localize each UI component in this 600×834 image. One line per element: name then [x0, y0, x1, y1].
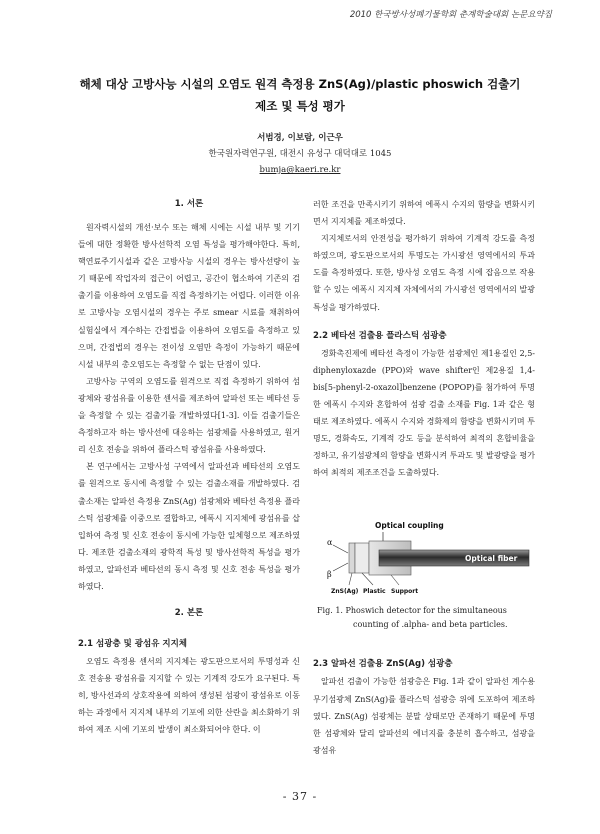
- intro-paragraph-1: 원자력시설의 개선·보수 또는 해체 시에는 시설 내부 및 기기들에 대한 정확한 방사선학적 오염 특성을 평가해야한다. 특히, 핵연료주기시설과 같은 고방사능 시설의 경우는 방사선량이 높기 때문에 작업자의 접근이 어렵고, 공간이 협소하여 기존의 검출기를 이용하여 오염도를 직접 측정하기는 어렵다. 이러한 이유로 고방사능 오염시설의 경우는 주로 smear 시료를 채취하여 실험실에서 계수하는 간접법을 이용하여 오염도를 측정하고 있으며, 간접법의 경우는 전이성 오염만 측정이 가능하기 때문에 시설 내부의 총오염도는 측정할 수 없는 단점이 있다.: [78, 223, 300, 369]
- phoswich-diagram: [313, 517, 535, 602]
- caption-line-2: counting of .alpha- and beta particles.: [353, 620, 508, 630]
- zns-layer: [349, 543, 355, 573]
- label-support: Support: [391, 588, 419, 596]
- alpha-ray: [333, 545, 348, 553]
- title-line-1: 해체 대상 고방사능 시설의 오염도 원격 측정용 ZnS(Ag)/plastic phoswich 검출기: [79, 77, 521, 91]
- continued-paragraph: 러한 조건을 만족시키기 위하여 에폭시 수지의 함량을 변화시키면서 지지체를 제조하였다.: [313, 200, 535, 227]
- author-block: [0, 130, 600, 178]
- affiliation: 한국원자력연구원, 대전시 유성구 대덕대로 1045: [208, 149, 392, 159]
- section-heading-2-3: 2.3 알파선 검출용 ZnS(Ag) 섬광층: [313, 659, 453, 670]
- label-plastic: Plastic: [363, 588, 386, 596]
- label-alpha: α: [327, 538, 333, 548]
- section-heading-2-1: 2.1 섬광층 및 광섬유 지지체: [78, 639, 188, 650]
- section-2-2-paragraph: 경화촉진제에 베타선 측정이 가능한 섬광체인 제1용질인 2,5-diphenyloxazde (PPO)와 wave shifter인 제2용질 1,4-bis[5-phenyl-2-oxazol]benzene (POPOP)를 첨가하여 투명한 에폭시 수지와 혼합하여 섬광 검출 소재를 Fig. 1과 같은 형태로 제조하였다. 에폭시 수지와 경화제의 함량을 변화시키며 투명도, 경화속도, 기계적 강도 등을 분석하여 최적의 혼합비율을 정하고, 유기섬광체의 함량을 변화시켜 투과도 및 발광량을 평가하여 최적의 제조조건을 도출하였다.: [313, 348, 535, 478]
- paper-title: [50, 73, 550, 117]
- leader-support: [391, 575, 399, 585]
- label-optical-coupling: Optical coupling: [375, 521, 444, 531]
- left-column: [78, 196, 300, 739]
- figure-1: [313, 517, 535, 602]
- beta-ray: [333, 563, 348, 571]
- leader-zns: [349, 573, 352, 585]
- section-heading-intro: 1. 서론: [174, 199, 204, 209]
- section-2-3-paragraph: 알파선 검출이 가능한 섬광층은 Fig. 1과 같이 알파선 계수용 무기섬광체 ZnS(Ag)를 플라스틱 섬광층 위에 도포하여 제조하였다. ZnS(Ag) 섬광체는 분말 상태로만 존재하기 때문에 투명한 섬광체와 달리 알파선의 에너지를 충분히 흡수하고, 섬광을 광섬유: [313, 677, 535, 755]
- intro-paragraph-3: 본 연구에서는 고방사성 구역에서 알파선과 베타선의 오염도를 원격으로 동시에 측정할 수 있는 검출소재를 개발하였다. 검출소재는 알파선 측정용 ZnS(Ag) 섬광체와 베타선 측정용 플라스틱 섬광체를 이중으로 결합하고, 에폭시 지지체에 광섬유를 삽입하여 측정 및 신호 전송이 동시에 가능한 일체형으로 제조하였다. 제조한 검출소재의 광학적 특성 및 방사선학적 특성을 평가하였고, 알파선과 베타선의 동시 측정 및 신호 전송 특성을 평가하였다.: [78, 462, 300, 591]
- author-email: bumja@kaeri.re.kr: [259, 165, 341, 175]
- author-names: 서범경, 이보람, 이근우: [257, 133, 343, 143]
- plastic-layer: [355, 543, 369, 573]
- intro-paragraph-2: 고방사능 구역의 오염도를 원격으로 직접 측정하기 위하여 섬광체와 광섬유를 이용한 센서를 제조하여 알파선 또는 베타선 등을 측정할 수 있는 검출기를 개발하였다[1-3]. 이들 검출기들은 측정하고자 하는 방사선에 대응하는 섬광체를 사용하였고, 원거리 신호 전송을 위하여 플라스틱 광섬유를 사용하였다.: [78, 376, 300, 455]
- section-heading-main: 2. 본론: [174, 608, 204, 619]
- label-beta: β: [327, 570, 332, 580]
- figure-caption: [313, 604, 535, 632]
- section-2-1-paragraph: 오염도 측정용 센서의 지지체는 광도판으로서의 투명성과 신호 전송용 광섬유를 지지할 수 있는 기계적 강도가 요구된다. 특히, 방사선과의 상호작용에 의하여 생성된 섬광이 광섬유로 이동하는 과정에서 지지체 내부의 기포에 의한 산란을 최소화하기 위하여 제조 시에 기포의 발생이 최소화되어야 한다. 이: [78, 657, 300, 735]
- title-line-2: 제조 및 특성 평가: [255, 99, 345, 113]
- right-column: [313, 196, 535, 759]
- section-heading-2-2: 2.2 베타선 검출용 플라스틱 섬광층: [313, 330, 447, 341]
- support-paragraph: 지지체로서의 안전성을 평가하기 위하여 기계적 강도를 측정하였으며, 광도판으로서의 투명도는 가시광선 영역에서의 투과도를 측정하였다. 또한, 방사성 오염도 측정 시에 잡음으로 작용할 수 있는 에폭시 지지체 자체에서의 가시광선 영역에서의 발광 특성을 평가하였다.: [313, 234, 535, 312]
- page-number: - 37 -: [282, 790, 318, 803]
- label-zns: ZnS(Ag): [331, 588, 359, 596]
- running-head: 2010 한국방사성폐기물학회 춘계학술대회 논문요약집: [349, 10, 552, 20]
- label-optical-fiber: Optical fiber: [465, 554, 518, 564]
- caption-line-1: Fig. 1. Phoswich detector for the simultaneous: [317, 606, 507, 616]
